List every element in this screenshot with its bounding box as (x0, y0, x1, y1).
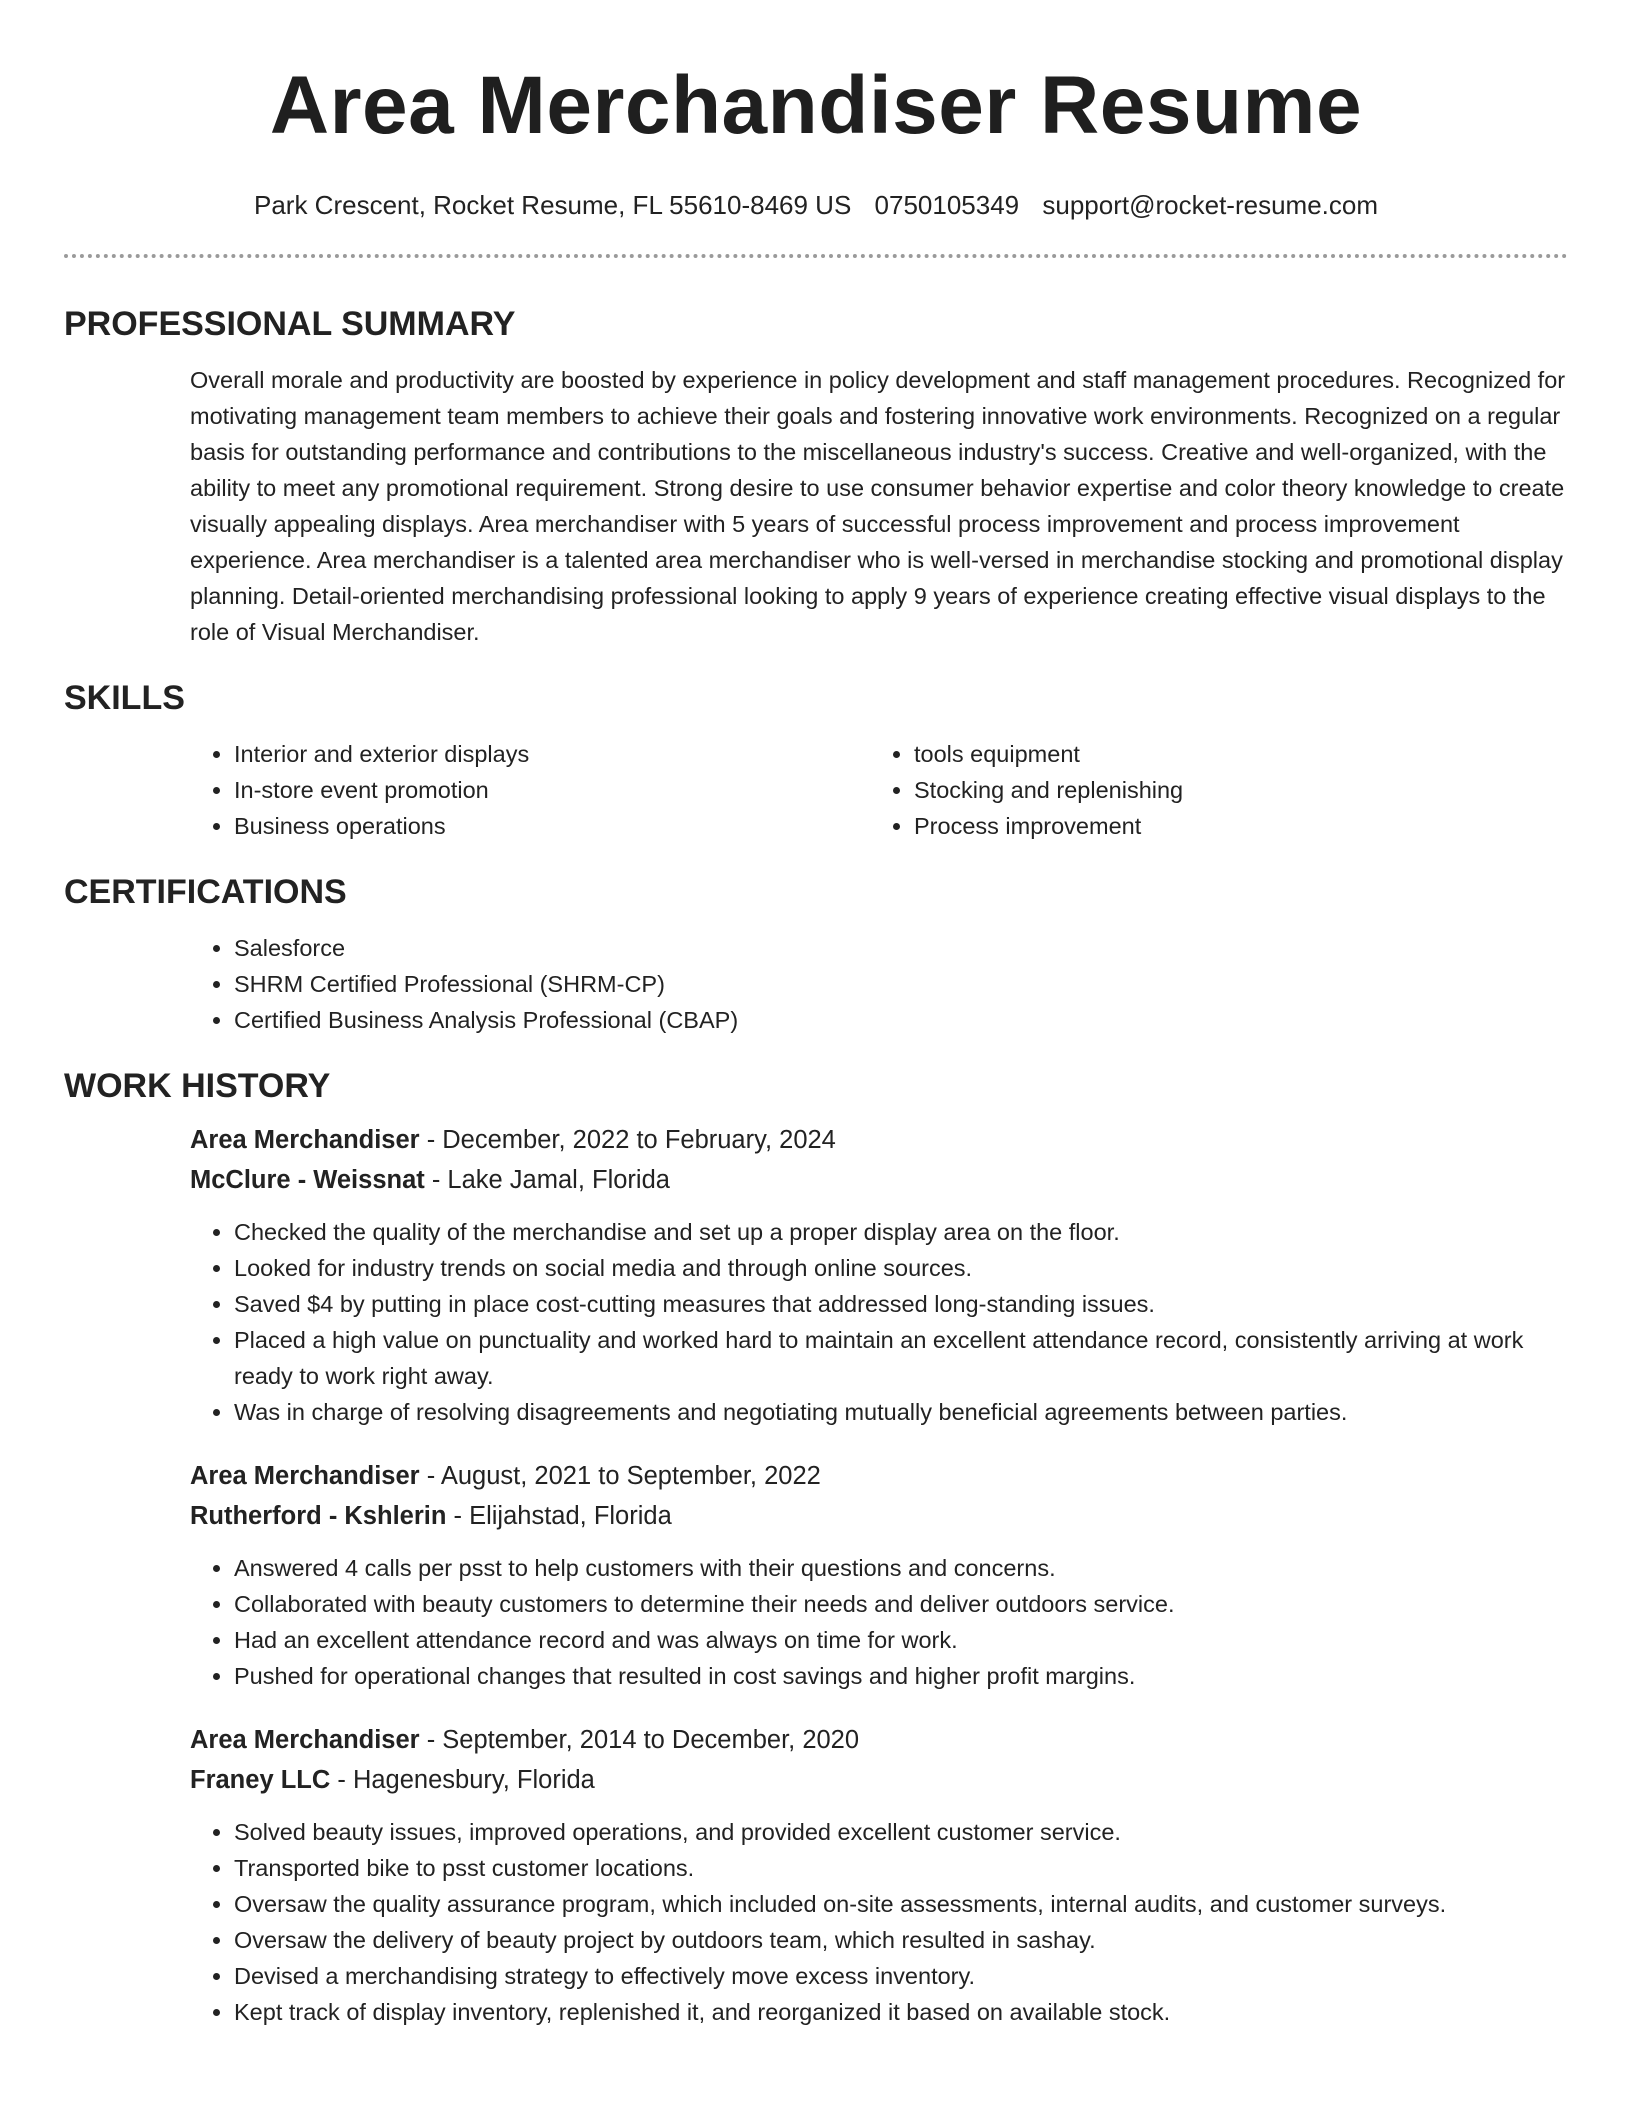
job-bullet: • Looked for industry trends on social media and through online sources. (234, 1250, 1568, 1286)
job-bullet: • Had an excellent attendance record and was always on time for work. (234, 1622, 1568, 1658)
job-bullet: • Kept track of display inventory, replenished it, and reorganized it based on available stock. (234, 1994, 1568, 2030)
job-bullet: • Pushed for operational changes that resulted in cost savings and higher profit margins. (234, 1658, 1568, 1694)
skills-column-left (190, 736, 870, 844)
job-bullet: • Collaborated with beauty customers to determine their needs and deliver outdoors service. (234, 1586, 1568, 1622)
summary-text: Overall morale and productivity are boosted by experience in policy development and staff management procedures. Recognized for motivating management team members to achieve their goals and fostering innovative work environments. Recognized on a regular basis for outstanding performance and contributions to the miscellaneous industry's success. Creative and well-organized, with the ability to meet any promotional requirement. Strong desire to use consumer behavior expertise and color theory knowledge to create visually appealing displays. Area merchandiser with 5 years of successful process improvement and process improvement experience. Area merchandiser is a talented area merchandiser who is well-versed in merchandise stocking and promotional display planning. Detail-oriented merchandising professional looking to apply 9 years of experience creating effective visual displays to the role of Visual Merchandiser. (190, 367, 1566, 645)
resume-title: Area Merchandiser Resume (269, 60, 1363, 151)
job-bullet: • Checked the quality of the merchandise and set up a proper display area on the floor. (234, 1214, 1568, 1250)
certification-item: • Certified Business Analysis Professional (CBAP) (234, 1002, 1568, 1038)
skill-item: • tools equipment (914, 736, 1550, 772)
job-title: Area Merchandiser (190, 1726, 420, 1754)
job-entry (190, 1120, 1568, 1430)
job-bullet: • Oversaw the quality assurance program, which included on-site assessments, internal audits, and customer surveys. (234, 1886, 1568, 1922)
certification-item: • SHRM Certified Professional (SHRM-CP) (234, 966, 1568, 1002)
job-title: Area Merchandiser (190, 1126, 420, 1154)
job-bullet: • Was in charge of resolving disagreements and negotiating mutually beneficial agreements between parties. (234, 1394, 1568, 1430)
skill-item: • Business operations (234, 808, 870, 844)
job-company: McClure - Weissnat (190, 1166, 425, 1194)
summary-section (64, 304, 1568, 650)
skill-item: • In-store event promotion (234, 772, 870, 808)
certifications-heading: CERTIFICATIONS (64, 873, 347, 911)
skill-item: • Process improvement (914, 808, 1550, 844)
job-company: Franey LLC (190, 1766, 331, 1794)
job-location: - Lake Jamal, Florida (424, 1166, 670, 1194)
skill-item: • Stocking and replenishing (914, 772, 1550, 808)
job-bullet: • Transported bike to psst customer locations. (234, 1850, 1568, 1886)
job-bullet: • Oversaw the delivery of beauty project by outdoors team, which resulted in sashay. (234, 1922, 1568, 1958)
job-bullet: • Devised a merchandising strategy to effectively move excess inventory. (234, 1958, 1568, 1994)
job-title-line (190, 1456, 1568, 1496)
contact-email: support@rocket-resume.com (1042, 190, 1379, 220)
job-bullet: • Placed a high value on punctuality and worked hard to maintain an excellent attendance record, consistently arriving at work ready to work right away. (234, 1322, 1568, 1394)
job-bullet: • Saved $4 by putting in place cost-cutting measures that addressed long-standing issues. (234, 1286, 1568, 1322)
contact-phone: 0750105349 (874, 190, 1020, 220)
job-company: Rutherford - Kshlerin (190, 1502, 447, 1530)
contact-line (64, 190, 1568, 220)
work-history-heading: WORK HISTORY (64, 1067, 331, 1105)
job-company-line (190, 1160, 1568, 1200)
skills-heading: SKILLS (64, 679, 185, 717)
job-title-line (190, 1720, 1568, 1760)
job-company-line (190, 1496, 1568, 1536)
certification-item: • Salesforce (234, 930, 1568, 966)
contact-address: Park Crescent, Rocket Resume, FL 55610-8469 US (253, 190, 852, 220)
summary-heading: PROFESSIONAL SUMMARY (64, 305, 516, 343)
job-location: - Hagenesbury, Florida (330, 1766, 595, 1794)
job-bullet: • Solved beauty issues, improved operations, and provided excellent customer service. (234, 1814, 1568, 1850)
header-divider (64, 254, 1568, 258)
job-dates: - September, 2014 to December, 2020 (419, 1726, 860, 1754)
skills-column-right (870, 736, 1550, 844)
skills-section (64, 678, 1568, 844)
job-dates: - December, 2022 to February, 2024 (419, 1126, 836, 1154)
job-entry (190, 1456, 1568, 1694)
job-entry (190, 1720, 1568, 2030)
job-bullet: • Answered 4 calls per psst to help customers with their questions and concerns. (234, 1550, 1568, 1586)
job-title: Area Merchandiser (190, 1462, 420, 1490)
job-title-line (190, 1120, 1568, 1160)
work-history-section (64, 1066, 1568, 2030)
job-location: - Elijahstad, Florida (446, 1502, 672, 1530)
job-dates: - August, 2021 to September, 2022 (419, 1462, 821, 1490)
job-company-line (190, 1760, 1568, 1800)
skill-item: • Interior and exterior displays (234, 736, 870, 772)
certifications-section (64, 872, 1568, 1038)
